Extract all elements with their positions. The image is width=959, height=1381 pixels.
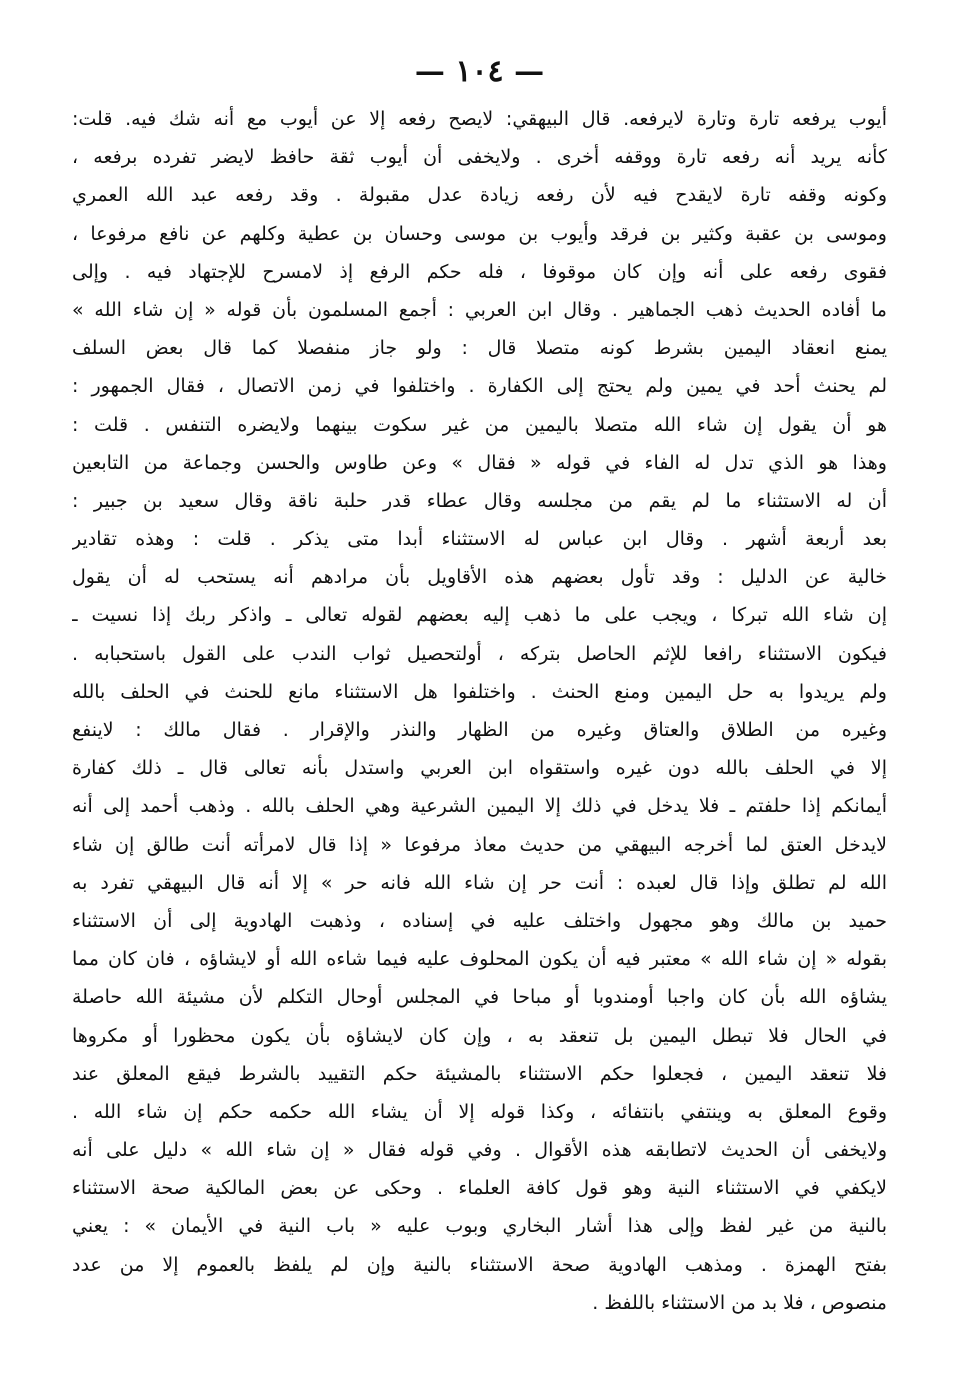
text-line: بفتح الهمزة . ومذهب الهادوية صحة الاستثناء بالنية وإن لم يلفظ بالعموم إلا من عدد <box>72 1253 887 1276</box>
text-line: وهذا هو الذي تدل له الفاء في قوله « فقال » وعن طاوس والحسن وجماعة من التابعين <box>72 451 887 474</box>
page-number: — ١٠٤ — <box>414 54 545 89</box>
text-line: ولايخفى أن الحديث لاتطابقه هذه الأقوال . وفي قوله فقال « إن شاء الله » دليل على أنه <box>72 1139 887 1162</box>
text-line: فيكون الاستثناء رافعا للإثم الحاصل بتركه ، أولتحصيل ثواب الندب على القول باستحبابه . <box>72 642 887 665</box>
text-line: وقوع المعلق به وينتفي بانتفائه ، وكذا قوله إلا أن يشاء الله حكمه حكم إن شاء الله . <box>72 1100 887 1123</box>
text-line: منصوص ، فلا بد من الاستثناء باللفظ . <box>592 1291 887 1314</box>
text-line: إن شاء الله تبركا ، ويجب على ما ذهب إليه بعضهم لقوله تعالى ـ واذكر ربك إذا نسيت ـ <box>72 604 887 627</box>
text-line: أيمانكم إذا حلفتم ـ فلا يدخل في ذلك إلا اليمين الشرعية وهي الحلف بالله . وذهب أحمد إلى أنه <box>72 795 887 818</box>
text-line: هو أن يقول إن شاء الله متصلا باليمين من غير سكوت بينهما ولايضره التنفس . قلت : <box>72 413 887 436</box>
text-line: لايدخل العتق لما أخرجه البيهقي من حديث معاذ مرفوعا « إذا قال لامرأته أنت طالق إن شاء <box>72 833 887 856</box>
text-line: خالية عن الدليل : وقد تأول بعضهم هذه الأقاويل بأن مرادهم أنه يستحب له أن يقول <box>72 566 887 589</box>
text-line: الله لم تطلق وإذا قال لعبده : أنت حر إن شاء الله فانه حر » إلا أنه قال البيهقي تفرد به <box>72 871 887 894</box>
text-line: كأنه يريد أنه رفعه تارة ووقفه أخرى . ولايخفى أن أيوب ثقة حافظ لايضر تفرده برفعه ، <box>72 146 887 169</box>
text-line: في الحال فلا تبطل اليمين بل تنعقد به ، وإن كان لايشاؤه بأن يكون محظورا أو مكروها <box>72 1024 887 1047</box>
text-line: لم يحنث أحد في يمين ولم يحتج إلى الكفارة . واختلفوا في زمن الاتصال ، فقال الجمهور : <box>72 375 887 398</box>
text-line: حميد بن مالك وهو مجهول واختلف عليه في إسناده ، وذهبت الهادوية إلى أن الاستثناء <box>72 909 887 932</box>
text-line: يمنع انعقاد اليمين بشرط كونه متصلا قال : ولو جاز منفصلا كما قال بعض السلف <box>72 337 887 360</box>
body-text <box>72 100 887 1322</box>
text-line: ما أفاده الحديث ذهب الجماهير . وقال ابن العربي : أجمع المسلمون بأن قوله « إن شاء الله » <box>72 298 887 321</box>
text-line: بعد أربعة أشهر . وقال ابن عباس له الاستثناء أبدا متى يذكر . قلت : وهذه تقادير <box>72 528 887 551</box>
text-line: بالنية من غير لفظ وإلى هذا أشار البخاري وبوب عليه « باب النية في الأيمان » : يعني <box>72 1215 887 1238</box>
text-line: بقوله « إن شاء الله » معتبر فيه أن يكون المحلوف عليه فيما شاءه الله أو لايشاؤه ، فان كان مما <box>72 948 887 971</box>
text-line: وكونه وقفه تارة لايقدح فيه لأن رفعه زيادة عدل مقبولة . وقد رفعه عبد الله العمري <box>72 184 887 207</box>
text-line: أن له الاستثناء ما لم يقم من مجلسه وقال عطاء قدر حلبة ناقة وقال سعيد بن جبير : <box>72 489 887 512</box>
text-line: إلا في الحلف بالله دون غيره واستقواه ابن العربي واستدل بأنه تعالى قال ـ ذلك كفارة <box>72 757 887 780</box>
text-line: فقوى رفعه على أنه وإن كان موقوفا ، فله حكم الرفع إذ لامسرح للإجتهاد فيه . وإلى <box>72 260 887 283</box>
text-line: فلا تنعقد اليمين ، فجعلوا حكم الاستثناء بالمشيئة حكم التقييد بالشرط فيقع المعلق عند <box>72 1062 887 1085</box>
text-line: ولم يريدوا به حل اليمين ومنع الحنث . واختلفوا هل الاستثناء مانع للحنث في الحلف بالله <box>72 680 887 703</box>
text-line: يشاؤه الله بأن كان واجبا أومندوبا أو مباحا في المجلس أوحال التكلم لأن مشيئة الله حاصلة <box>72 986 887 1009</box>
text-line: أيوب يرفعه تارة وتارة لايرفعه. قال البيهقي: لايصح رفعه إلا عن أيوب مع أنه شك فيه. قلت: <box>72 108 887 130</box>
text-line: وموسى بن عقبة وكثير بن فرقد وأيوب بن موسى وحسان بن عطية وكلهم عن نافع مرفوعا ، <box>72 222 887 245</box>
text-line: وغيره من الطلاق والعتاق وغيره من الظهار والنذر والإقرار . فقال مالك : لاينفع <box>72 719 887 741</box>
text-line: لايكفي في الاستثناء النية وهو قول كافة العلماء . وحكى عن بعض المالكية صحة الاستثناء <box>72 1177 887 1200</box>
